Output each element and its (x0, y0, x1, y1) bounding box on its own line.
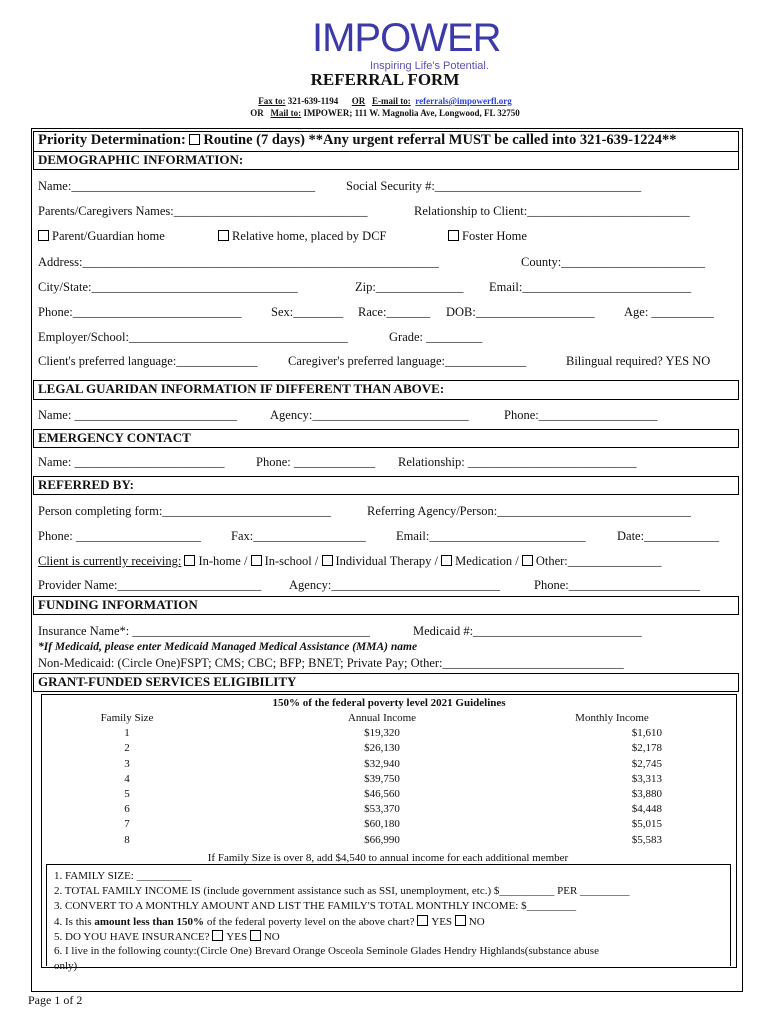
email-field[interactable]: Email:___________________________ (489, 280, 692, 294)
family-size-note: If Family Size is over 8, add $4,540 to annual income for each additional member (207, 852, 569, 864)
sex-field[interactable]: Sex:________ (271, 305, 344, 319)
table-cell: $1,610 (631, 727, 662, 740)
dob-field[interactable]: DOB:___________________ (446, 305, 595, 319)
name-field[interactable]: Name:_______________________________________ (38, 179, 316, 193)
legal-phone-field[interactable]: Phone:___________________ (504, 408, 658, 422)
emergency-heading: EMERGENCY CONTACT (33, 429, 739, 448)
logo-text: IMPOWER (312, 16, 501, 60)
table-cell: 1 (124, 727, 130, 740)
relative-home-checkbox[interactable] (218, 230, 229, 241)
legal-heading: LEGAL GUARIDAN INFORMATION IF DIFFERENT THAN ABOVE: (33, 380, 739, 400)
table-cell: 2 (124, 742, 130, 755)
monthly-income-question[interactable]: 3. CONVERT TO A MONTHLY AMOUNT AND LIST THE FAMILY'S TOTAL MONTHLY INCOME: $_________ (54, 900, 577, 912)
contact-line-2: OR Mail to: IMPOWER; 111 W. Magnolia Ave, Longwood, FL 32750 (250, 108, 520, 118)
table-cell: 8 (124, 833, 130, 846)
referring-agency-field[interactable]: Referring Agency/Person:_______________________________ (367, 504, 691, 518)
table-cell: $66,990 (364, 833, 400, 846)
home-options: Parent/Guardian home (38, 229, 165, 244)
legal-name-field[interactable]: Name: __________________________ (38, 408, 237, 422)
non-medicaid-field[interactable]: Non-Medicaid: (Circle One)FSPT; CMS; CBC; BFP; BNET; Private Pay; Other:_____________________________ (38, 656, 624, 670)
table-cell: 3 (124, 757, 130, 770)
in-school-checkbox[interactable] (251, 555, 262, 566)
family-size-column: Family Size 1 2 3 4 5 6 7 8 (82, 711, 172, 848)
referrer-phone-field[interactable]: Phone: ____________________ (38, 529, 201, 543)
divider (46, 864, 730, 865)
divider (730, 864, 731, 966)
therapy-checkbox[interactable] (322, 555, 333, 566)
routine-checkbox[interactable] (189, 134, 200, 145)
poverty-question: 4. Is this amount less than 150% of the federal poverty level on the above chart? YES NO (54, 916, 485, 928)
table-cell: $5,583 (631, 833, 662, 846)
referrer-email-field[interactable]: Email:_________________________ (396, 529, 586, 543)
county-field[interactable]: County:_______________________ (521, 255, 706, 269)
table-title: 150% of the federal poverty level 2021 Guidelines (272, 697, 506, 709)
grade-field[interactable]: Grade: _________ (389, 330, 483, 344)
table-cell: $2,745 (631, 757, 662, 770)
funding-heading: FUNDING INFORMATION (33, 596, 739, 615)
zip-field[interactable]: Zip:______________ (355, 280, 464, 294)
table-cell: 6 (124, 803, 130, 816)
medication-checkbox[interactable] (441, 555, 452, 566)
county-question[interactable]: 6. I live in the following county:(Circle One) Brevard Orange Osceola Seminole Glades Hendry Highlands(substance abuse (54, 945, 599, 957)
employer-field[interactable]: Employer/School:___________________________________ (38, 330, 348, 344)
table-cell: $32,940 (364, 757, 400, 770)
medicaid-note: *If Medicaid, please enter Medicaid Managed Medical Assistance (MMA) name (38, 641, 418, 653)
county-question-cont: only) (54, 960, 78, 972)
table-cell: $46,560 (364, 787, 400, 800)
monthly-income-column: Monthly Income $1,610 $2,178 $2,745 $3,313 $3,880 $4,448 $5,015 $5,583 (562, 711, 662, 848)
city-state-field[interactable]: City/State:_________________________________ (38, 280, 298, 294)
provider-agency-field[interactable]: Agency:___________________________ (289, 578, 501, 592)
insurance-question: 5. DO YOU HAVE INSURANCE? YES NO (54, 931, 280, 943)
foster-home-checkbox[interactable] (448, 230, 459, 241)
annual-income-column: Annual Income $19,320 $26,130 $32,940 $39,750 $46,560 $53,370 $60,180 $66,990 (302, 711, 462, 848)
ssn-field[interactable]: Social Security #:_________________________________ (346, 179, 642, 193)
table-cell: $2,178 (631, 742, 662, 755)
yes-checkbox[interactable] (417, 915, 428, 926)
legal-agency-field[interactable]: Agency:_________________________ (270, 408, 469, 422)
contact-line-1: Fax to: 321-639-1194 OR E-mail to: referrals@impowerfl.org (258, 96, 512, 106)
emergency-name-field[interactable]: Name: ________________________ (38, 455, 225, 469)
referred-heading: REFERRED BY: (33, 476, 739, 495)
emergency-phone-field[interactable]: Phone: _____________ (256, 455, 376, 469)
priority-row: Priority Determination: Routine (7 days) **Any urgent referral MUST be called into 321-639-1224** (33, 131, 739, 151)
table-cell: 5 (124, 787, 130, 800)
insurance-name-field[interactable]: Insurance Name*: ______________________________________ (38, 624, 370, 638)
person-completing-field[interactable]: Person completing form:___________________________ (38, 504, 332, 518)
parents-field[interactable]: Parents/Caregivers Names:_______________________________ (38, 204, 368, 218)
other-checkbox[interactable] (522, 555, 533, 566)
age-field[interactable]: Age: __________ (624, 305, 714, 319)
caregiver-language-field[interactable]: Caregiver's preferred language:_____________ (288, 354, 527, 368)
family-size-question[interactable]: 1. FAMILY SIZE: __________ (54, 870, 192, 882)
table-cell: $4,448 (631, 803, 662, 816)
table-cell: $5,015 (631, 818, 662, 831)
referrer-date-field[interactable]: Date:____________ (617, 529, 720, 543)
address-field[interactable]: Address:_________________________________________________________ (38, 255, 439, 269)
table-cell: $39,750 (364, 772, 400, 785)
table-cell: $53,370 (364, 803, 400, 816)
table-cell: 7 (124, 818, 130, 831)
emergency-relationship-field[interactable]: Relationship: ___________________________ (398, 455, 637, 469)
phone-field[interactable]: Phone:___________________________ (38, 305, 242, 319)
form-title: REFERRAL FORM (310, 70, 460, 89)
total-income-question[interactable]: 2. TOTAL FAMILY INCOME IS (include government assistance such as SSI, unemployment, etc.) $__________ PER _________ (54, 885, 630, 897)
race-field[interactable]: Race:_______ (358, 305, 431, 319)
email-link[interactable]: referrals@impowerfl.org (415, 96, 512, 106)
provider-phone-field[interactable]: Phone:_____________________ (534, 578, 700, 592)
client-language-field[interactable]: Client's preferred language:_____________ (38, 354, 258, 368)
services-receiving-row: Client is currently receiving: In-home / In-school / Individual Therapy / Medication / Other:_______________ (38, 554, 662, 568)
table-cell: 4 (124, 772, 130, 785)
demographic-heading: DEMOGRAPHIC INFORMATION: (33, 151, 739, 170)
divider (46, 864, 47, 966)
medicaid-number-field[interactable]: Medicaid #:___________________________ (413, 624, 642, 638)
insurance-no-checkbox[interactable] (250, 930, 261, 941)
table-cell: $3,313 (631, 772, 662, 785)
provider-name-field[interactable]: Provider Name:_______________________ (38, 578, 262, 592)
grant-heading: GRANT-FUNDED SERVICES ELIGIBILITY (33, 673, 739, 692)
table-cell: $19,320 (364, 727, 400, 740)
table-cell: $3,880 (631, 787, 662, 800)
no-checkbox[interactable] (455, 915, 466, 926)
relationship-field[interactable]: Relationship to Client:__________________________ (414, 204, 690, 218)
in-home-checkbox[interactable] (184, 555, 195, 566)
table-cell: $60,180 (364, 818, 400, 831)
insurance-yes-checkbox[interactable] (212, 930, 223, 941)
impower-logo (300, 14, 501, 72)
logo-tagline: Inspiring Life's Potential. (370, 60, 489, 72)
table-cell: $26,130 (364, 742, 400, 755)
parent-home-checkbox[interactable] (38, 230, 49, 241)
page-number: Page 1 of 2 (28, 993, 83, 1007)
bilingual-field[interactable]: Bilingual required? YES NO (566, 354, 711, 368)
referrer-fax-field[interactable]: Fax:__________________ (231, 529, 366, 543)
